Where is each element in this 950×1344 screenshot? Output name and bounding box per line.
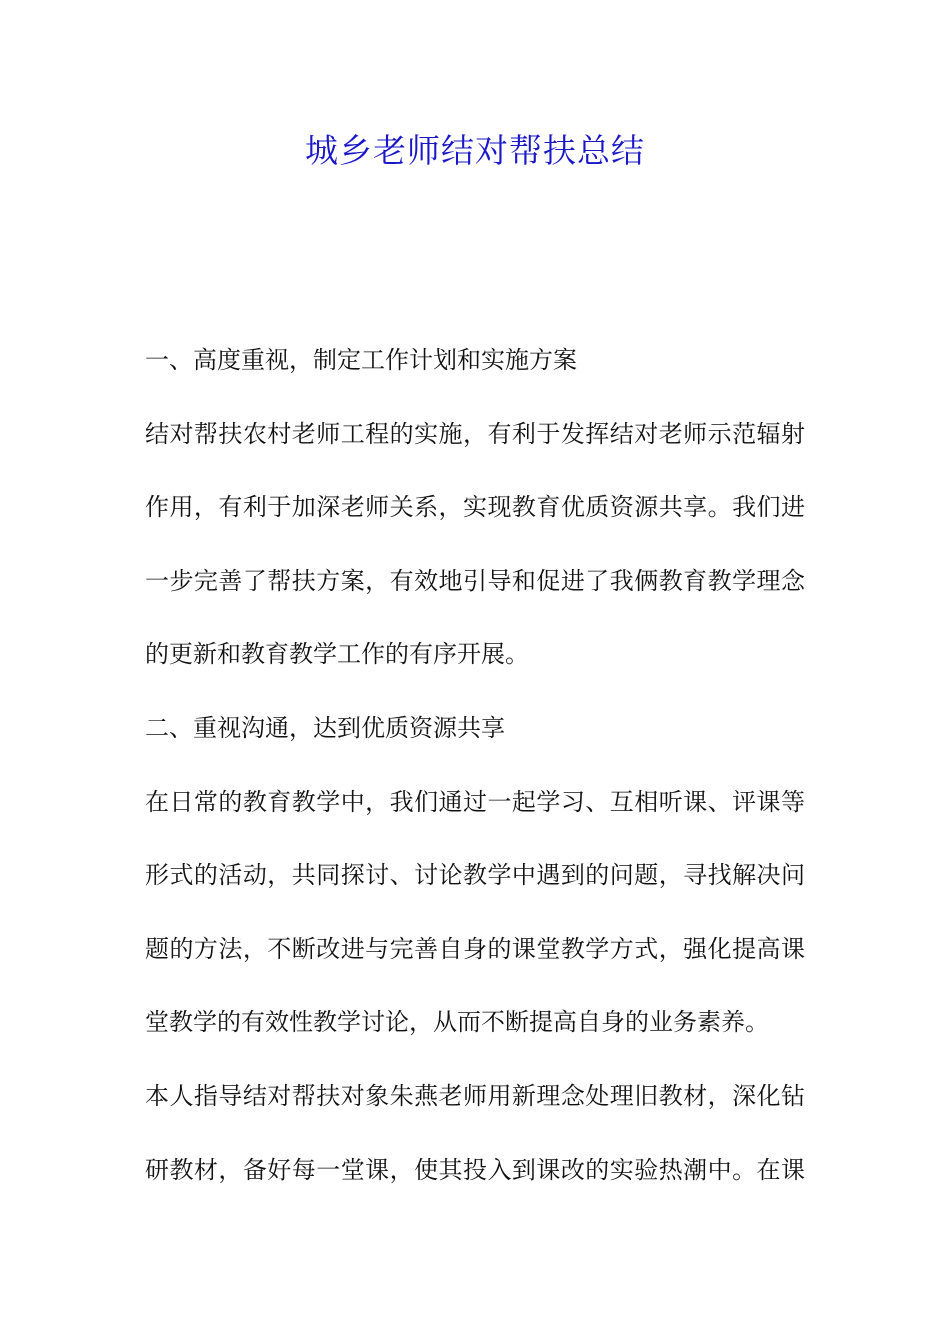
paragraph-line: 本人指导结对帮扶对象朱燕老师用新理念处理旧教材，深化钻 xyxy=(145,1081,805,1110)
heading-section-1: 一、高度重视，制定工作计划和实施方案 xyxy=(145,346,577,374)
paragraph-line: 在日常的教育教学中，我们通过一起学习、互相听课、评课等 xyxy=(145,787,805,816)
paragraph-line: 的更新和教育教学工作的有序开展。 xyxy=(145,640,529,669)
paragraph-line: 题的方法，不断改进与完善自身的课堂教学方式，强化提高课 xyxy=(145,934,805,963)
paragraph-line: 研教材，备好每一堂课，使其投入到课改的实验热潮中。在课 xyxy=(145,1155,805,1184)
document-body xyxy=(145,336,805,1219)
paragraph-line: 一步完善了帮扶方案，有效地引导和促进了我俩教育教学理念 xyxy=(145,566,805,595)
paragraph-line: 形式的活动，共同探讨、讨论教学中遇到的问题，寻找解决问 xyxy=(145,861,805,890)
paragraph-line: 作用，有利于加深老师关系，实现教育优质资源共享。我们进 xyxy=(145,493,805,522)
document-title: 城乡老师结对帮扶总结 xyxy=(305,131,645,170)
paragraph-line: 堂教学的有效性教学讨论，从而不断提高自身的业务素养。 xyxy=(145,1008,769,1037)
heading-section-2: 二、重视沟通，达到优质资源共享 xyxy=(145,713,505,742)
paragraph-line: 结对帮扶农村老师工程的实施，有利于发挥结对老师示范辐射 xyxy=(145,419,805,448)
